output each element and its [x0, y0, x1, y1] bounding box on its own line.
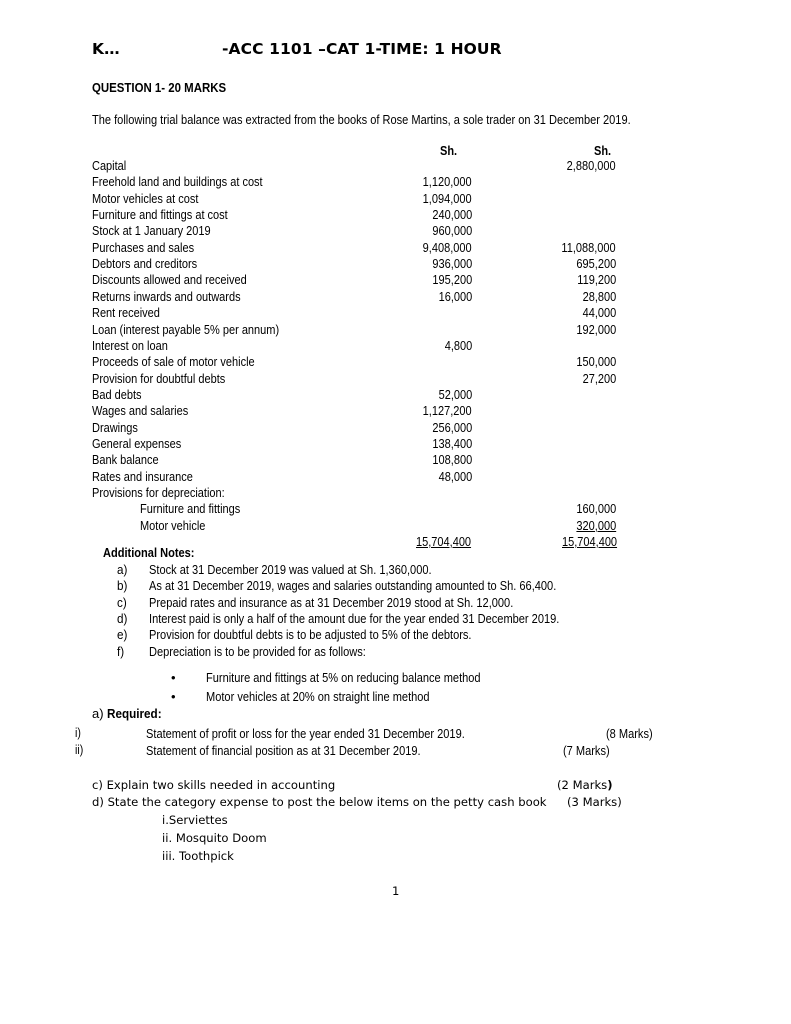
total-dr: 15,704,400 [416, 535, 472, 549]
total-cr: 15,704,400 [562, 535, 618, 549]
note-letter: f) [117, 643, 125, 659]
required-text: Statement of financial position as at 31 December 2019. [146, 743, 421, 758]
required-label: Required: [107, 706, 162, 721]
part-c-marks-open: (2 Marks [557, 778, 608, 792]
note-letter: c) [117, 594, 127, 610]
trial-balance-row [92, 191, 632, 207]
debit-amount: 4,800 [444, 338, 472, 353]
trial-balance-row [92, 174, 632, 190]
dr-column-header: Sh. [440, 144, 458, 158]
account-name: Freehold land and buildings at cost [92, 175, 263, 190]
header-prefix: K… [92, 40, 120, 58]
trial-balance-row [92, 338, 632, 354]
part-c-question: c) Explain two skills needed in accounting [92, 778, 336, 792]
trial-balance-row [92, 322, 632, 338]
debit-amount: 1,127,200 [423, 404, 472, 419]
account-name: Wages and salaries [92, 404, 189, 419]
debit-amount: 195,200 [432, 273, 472, 288]
trial-balance-row [92, 518, 632, 534]
account-name: Rates and insurance [92, 469, 193, 484]
trial-balance-row [92, 256, 632, 272]
trial-balance-row [92, 403, 632, 419]
account-name: Rent received [92, 306, 160, 321]
note-text: Provision for doubtful debts is to be adjusted to 5% of the debtors. [149, 627, 472, 643]
credit-amount: 695,200 [576, 257, 616, 272]
debit-amount: 960,000 [432, 224, 472, 239]
trial-balance-row [92, 305, 632, 321]
account-name: Discounts allowed and received [92, 273, 247, 288]
account-name: Provision for doubtful debts [92, 371, 226, 386]
part-d-marks: (3 Marks) [567, 795, 622, 809]
page-number: 1 [392, 884, 400, 898]
cr-column-header: Sh. [594, 144, 612, 158]
credit-amount: 119,200 [577, 273, 616, 288]
trial-balance-row [92, 501, 632, 517]
debit-amount: 52,000 [438, 387, 472, 402]
trial-balance-row [92, 485, 632, 501]
bullet-icon: • [171, 670, 176, 685]
trial-balance-row [92, 207, 632, 223]
account-name: Furniture and fittings at cost [92, 208, 228, 223]
debit-amount: 9,408,000 [423, 240, 472, 255]
petty-cash-item: iii. Toothpick [162, 849, 234, 863]
credit-amount: 44,000 [582, 306, 616, 321]
trial-balance-row [92, 289, 632, 305]
trial-balance-row [92, 354, 632, 370]
question-intro: The following trial balance was extracted from the books of Rose Martins, a sole trader on 31 December 2019. [92, 112, 631, 127]
debit-amount: 16,000 [438, 289, 472, 304]
note-text: As at 31 December 2019, wages and salaries outstanding amounted to Sh. 66,400. [149, 578, 557, 594]
part-c-marks-close: ) [607, 778, 613, 792]
question-heading: QUESTION 1- 20 MARKS [92, 80, 227, 95]
required-roman: ii) [75, 743, 84, 757]
account-name: Returns inwards and outwards [92, 289, 241, 304]
trial-balance-row [92, 452, 632, 468]
account-name: Capital [92, 159, 127, 173]
credit-amount: 160,000 [576, 502, 616, 517]
trial-balance-row [92, 272, 632, 288]
note-text: Depreciation is to be provided for as follows: [149, 643, 366, 659]
required-marks: (8 Marks) [606, 726, 653, 741]
account-name: Furniture and fittings [140, 502, 241, 517]
account-name: Bad debts [92, 387, 142, 402]
required-text: Statement of profit or loss for the year ended 31 December 2019. [146, 726, 465, 741]
trial-balance-row [92, 223, 632, 239]
trial-balance-row [92, 240, 632, 256]
bullet-text: Motor vehicles at 20% on straight line method [206, 689, 430, 704]
trial-balance-row [92, 436, 632, 452]
account-name: Provisions for depreciation: [92, 486, 225, 500]
debit-amount: 1,120,000 [423, 175, 472, 190]
required-marks: (7 Marks) [563, 743, 610, 758]
debit-amount: 240,000 [432, 208, 472, 223]
note-text: Stock at 31 December 2019 was valued at Sh. 1,360,000. [149, 562, 432, 577]
required-prefix: a) [92, 706, 108, 721]
part-c-marks [557, 778, 613, 792]
account-name: Motor vehicles at cost [92, 191, 199, 206]
credit-amount: 28,800 [582, 289, 616, 304]
note-text: Interest paid is only a half of the amount due for the year ended 31 December 2019. [149, 610, 560, 626]
account-name: Drawings [92, 420, 138, 435]
trial-balance-row [92, 420, 632, 436]
credit-amount: 2,880,000 [567, 159, 616, 173]
notes-heading: Additional Notes: [103, 545, 195, 560]
debit-amount: 936,000 [432, 257, 472, 272]
debit-amount: 138,400 [432, 436, 472, 451]
trial-balance-row [92, 469, 632, 485]
account-name: General expenses [92, 436, 182, 451]
account-name: Motor vehicle [140, 518, 206, 533]
bullet-text: Furniture and fittings at 5% on reducing balance method [206, 670, 481, 685]
account-name: Bank balance [92, 453, 159, 468]
petty-cash-item: ii. Mosquito Doom [162, 831, 267, 845]
required-heading [92, 706, 168, 721]
account-name: Interest on loan [92, 338, 168, 353]
trial-balance-row [92, 371, 632, 387]
bullet-icon: • [171, 689, 176, 704]
credit-amount: 11,088,000 [561, 240, 616, 255]
trial-balance-row [92, 158, 632, 174]
account-name: Proceeds of sale of motor vehicle [92, 355, 255, 370]
note-letter: e) [117, 627, 128, 643]
debit-amount: 108,800 [432, 453, 472, 468]
required-roman: i) [75, 726, 81, 740]
credit-amount: 150,000 [576, 355, 616, 370]
note-letter: a) [117, 562, 128, 577]
credit-amount: 192,000 [576, 322, 616, 337]
account-name: Purchases and sales [92, 240, 195, 255]
page-title: -ACC 1101 –CAT 1-TIME: 1 HOUR [222, 40, 502, 58]
credit-amount: 320,000 [576, 518, 616, 533]
account-name: Debtors and creditors [92, 257, 198, 272]
account-name: Loan (interest payable 5% per annum) [92, 322, 280, 337]
note-letter: b) [117, 578, 128, 594]
account-name: Stock at 1 January 2019 [92, 224, 211, 239]
note-letter: d) [117, 610, 128, 626]
part-d-question: d) State the category expense to post the below items on the petty cash book [92, 795, 547, 809]
debit-amount: 48,000 [438, 469, 472, 484]
credit-amount: 27,200 [582, 371, 616, 386]
note-text: Prepaid rates and insurance as at 31 December 2019 stood at Sh. 12,000. [149, 594, 514, 610]
debit-amount: 1,094,000 [423, 191, 472, 206]
debit-amount: 256,000 [432, 420, 472, 435]
trial-balance-row [92, 387, 632, 403]
petty-cash-item: i.Serviettes [162, 813, 228, 827]
